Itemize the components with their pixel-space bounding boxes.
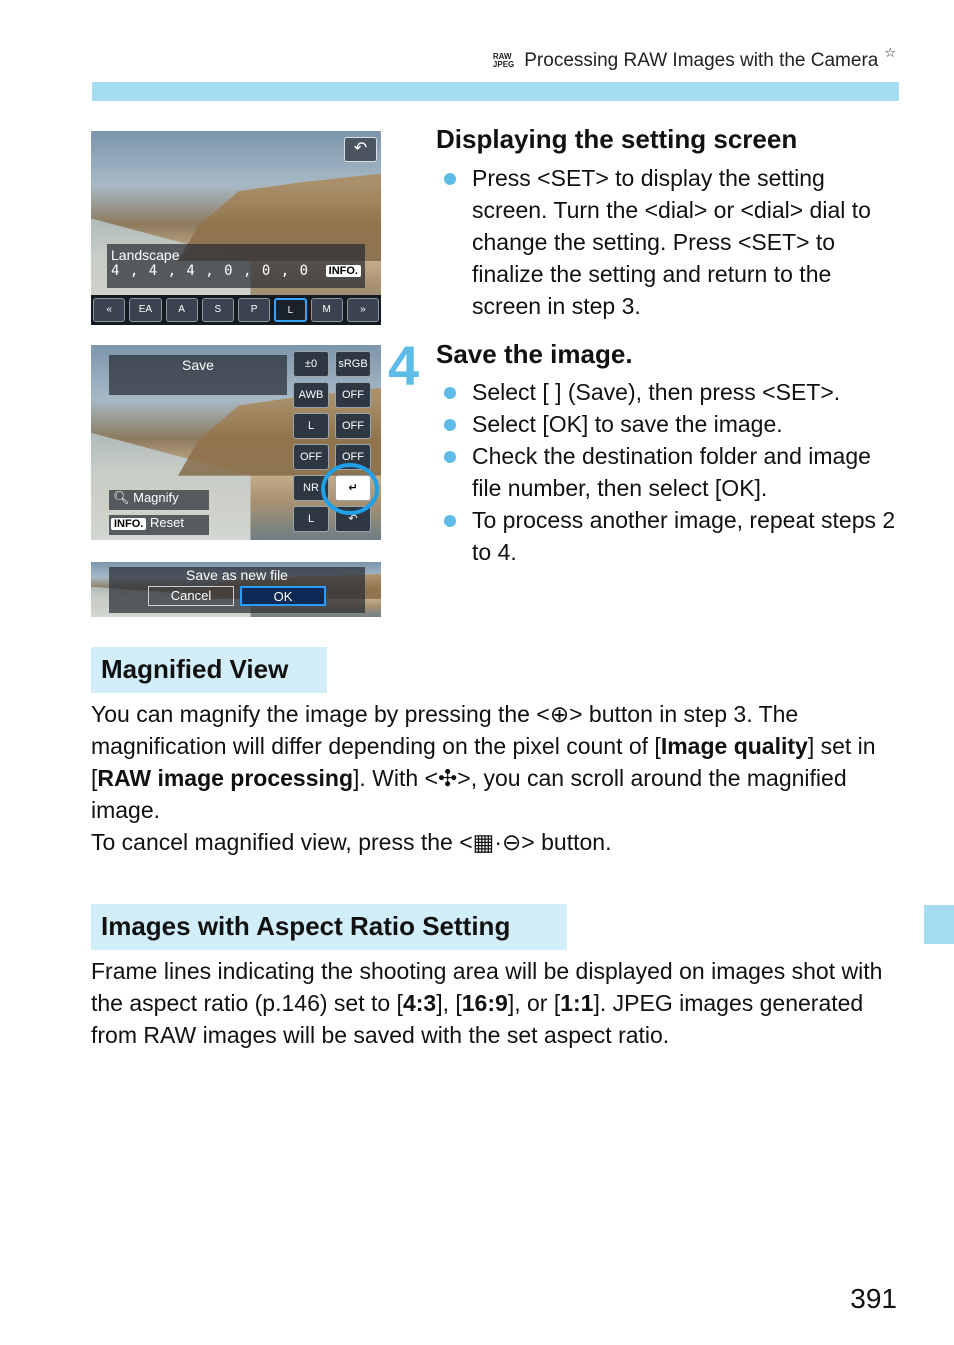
star-icon: ☆ bbox=[884, 45, 896, 60]
aspect-ratio-heading: Images with Aspect Ratio Setting bbox=[91, 904, 567, 950]
strip-style-icon-selected: L bbox=[274, 298, 306, 322]
page-number: 391 bbox=[850, 1283, 897, 1314]
magnify-icon: 🔍︎ bbox=[113, 490, 134, 505]
bullet-item: Select [OK] to save the image. bbox=[442, 408, 902, 440]
strip-style-icon: EA bbox=[129, 298, 161, 322]
reset-box bbox=[109, 515, 209, 535]
color-space-icon: sRGB bbox=[335, 351, 371, 377]
image-quality-icon: L bbox=[293, 506, 329, 532]
setting-screen-heading: Displaying the setting screen bbox=[436, 124, 798, 154]
strip-prev-icon: « bbox=[93, 298, 125, 322]
style-values: 4 , 4 , 4 , 0 , 0 , 0 bbox=[111, 263, 310, 279]
strip-style-icon: A bbox=[166, 298, 198, 322]
magnified-view-heading: Magnified View bbox=[91, 647, 327, 693]
magnify-icon: ⊕ bbox=[549, 701, 570, 727]
noise-reduction-icon: NR bbox=[293, 475, 329, 501]
info-chip: INFO. bbox=[326, 265, 361, 277]
bullet-item: To process another image, repeat steps 2 to 4. bbox=[442, 504, 902, 568]
magnify-label: Magnify bbox=[133, 490, 179, 505]
confirm-title: Save as new file bbox=[186, 567, 288, 583]
step-heading: Save the image. bbox=[436, 339, 633, 369]
peripheral-illumination-icon: OFF bbox=[335, 413, 371, 439]
magnify-box bbox=[109, 490, 209, 510]
save-icon: ↵ bbox=[335, 475, 371, 501]
back-icon: ↶ bbox=[344, 137, 377, 162]
white-balance-icon: AWB bbox=[293, 382, 329, 408]
ok-button: OK bbox=[240, 586, 326, 606]
style-overlay bbox=[107, 244, 365, 288]
header-title: Processing RAW Images with the Camera bbox=[524, 50, 879, 71]
magnified-view-text: You can magnify the image by pressing the <⊕> button in step 3. The magnification will differ depending on the pixel count of [Image quality] set in [RAW image processing]. With <✣>, you can scroll around the magnified image. To cancel magnified view, press the <▦·⊖> button. bbox=[91, 701, 876, 855]
bullet-item: Press <SET> to display the setting screen. Turn the <dial> or <dial> dial to change the setting. Press <SET> to finalize the setting and return to the screen in step 3. bbox=[442, 162, 902, 322]
camera-screen-save bbox=[91, 345, 381, 540]
back-icon: ↶ bbox=[335, 506, 371, 532]
strip-style-icon: M bbox=[311, 298, 343, 322]
camera-screen-picture-style bbox=[91, 131, 381, 325]
save-title: Save bbox=[182, 357, 214, 373]
strip-style-icon: P bbox=[238, 298, 270, 322]
raw-jpeg-icon: RAW JPEG bbox=[492, 52, 515, 69]
setting-screen-bullets bbox=[442, 162, 902, 322]
distortion-icon: OFF bbox=[293, 444, 329, 470]
save-title-box bbox=[109, 355, 287, 395]
alo-icon: OFF bbox=[335, 382, 371, 408]
running-header bbox=[492, 45, 896, 72]
picture-style-icon: L bbox=[293, 413, 329, 439]
index-reduce-icon: ▦·⊖ bbox=[472, 829, 522, 855]
strip-style-icon: S bbox=[202, 298, 234, 322]
style-label: Landscape bbox=[111, 247, 180, 263]
brightness-icon: ±0 bbox=[293, 351, 329, 377]
aspect-ratio-text: Frame lines indicating the shooting area will be displayed on images shot with the aspect ratio (p.146) set to [4:3], [16:9], or [1:1]. JPEG images generated from RAW images will be saved with the set aspect ratio. bbox=[91, 958, 883, 1048]
side-tab bbox=[924, 905, 954, 944]
step-bullets bbox=[442, 376, 902, 568]
info-chip: INFO. bbox=[111, 518, 146, 530]
camera-screen-confirm bbox=[91, 562, 381, 617]
confirm-dialog bbox=[109, 567, 365, 613]
highlight-circle bbox=[321, 463, 379, 515]
multi-controller-icon: ✣ bbox=[438, 765, 458, 791]
cancel-button: Cancel bbox=[148, 586, 234, 606]
reset-label: Reset bbox=[149, 515, 184, 530]
bullet-item: Select [ ] (Save), then press <SET>. bbox=[442, 376, 902, 408]
bullet-item: Check the destination folder and image file number, then select [OK]. bbox=[442, 440, 902, 504]
header-bar bbox=[92, 82, 899, 101]
step-number: 4 bbox=[388, 334, 420, 397]
strip-next-icon: » bbox=[347, 298, 379, 322]
style-icon-strip bbox=[91, 295, 381, 325]
chromatic-aberration-icon: OFF bbox=[335, 444, 371, 470]
